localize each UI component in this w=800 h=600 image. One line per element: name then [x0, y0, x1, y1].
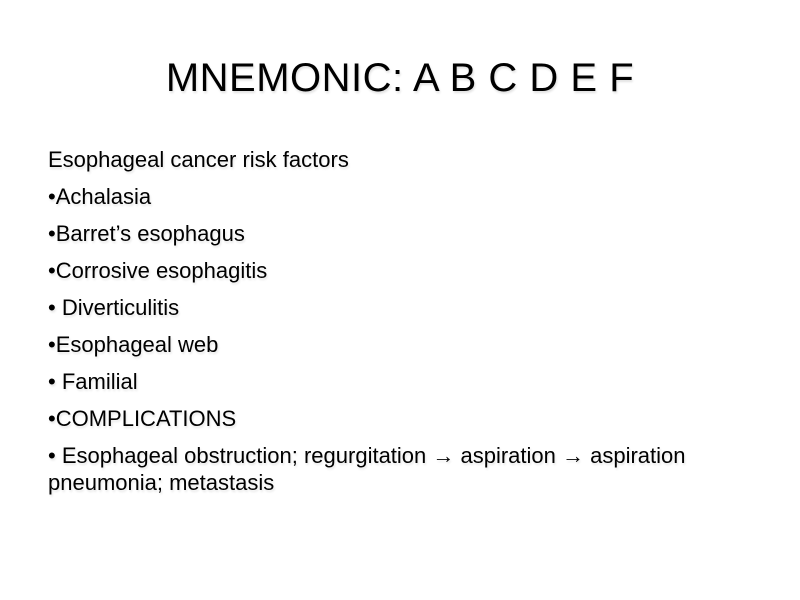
bullet-esophageal-obstruction: • Esophageal obstruction; regurgitation → aspiration → aspiration pneumonia; metastasis: [48, 443, 686, 495]
bullet-diverticulitis: • Diverticulitis: [48, 295, 180, 320]
bullet-barrets-esophagus: •Barret’s esophagus: [48, 221, 245, 246]
bullet-familial: • Familial: [48, 369, 138, 394]
bullet-corrosive-esophagitis: •Corrosive esophagitis: [48, 258, 268, 283]
bullet-complications: •COMPLICATIONS: [48, 406, 237, 431]
bullet-achalasia: •Achalasia: [48, 184, 152, 209]
bullet-esophageal-web: •Esophageal web: [48, 332, 219, 357]
heading-line: Esophageal cancer risk factors: [48, 147, 349, 172]
slide-title: MNEMONIC: A B C D E F: [165, 56, 635, 100]
slide-body: [48, 146, 768, 506]
